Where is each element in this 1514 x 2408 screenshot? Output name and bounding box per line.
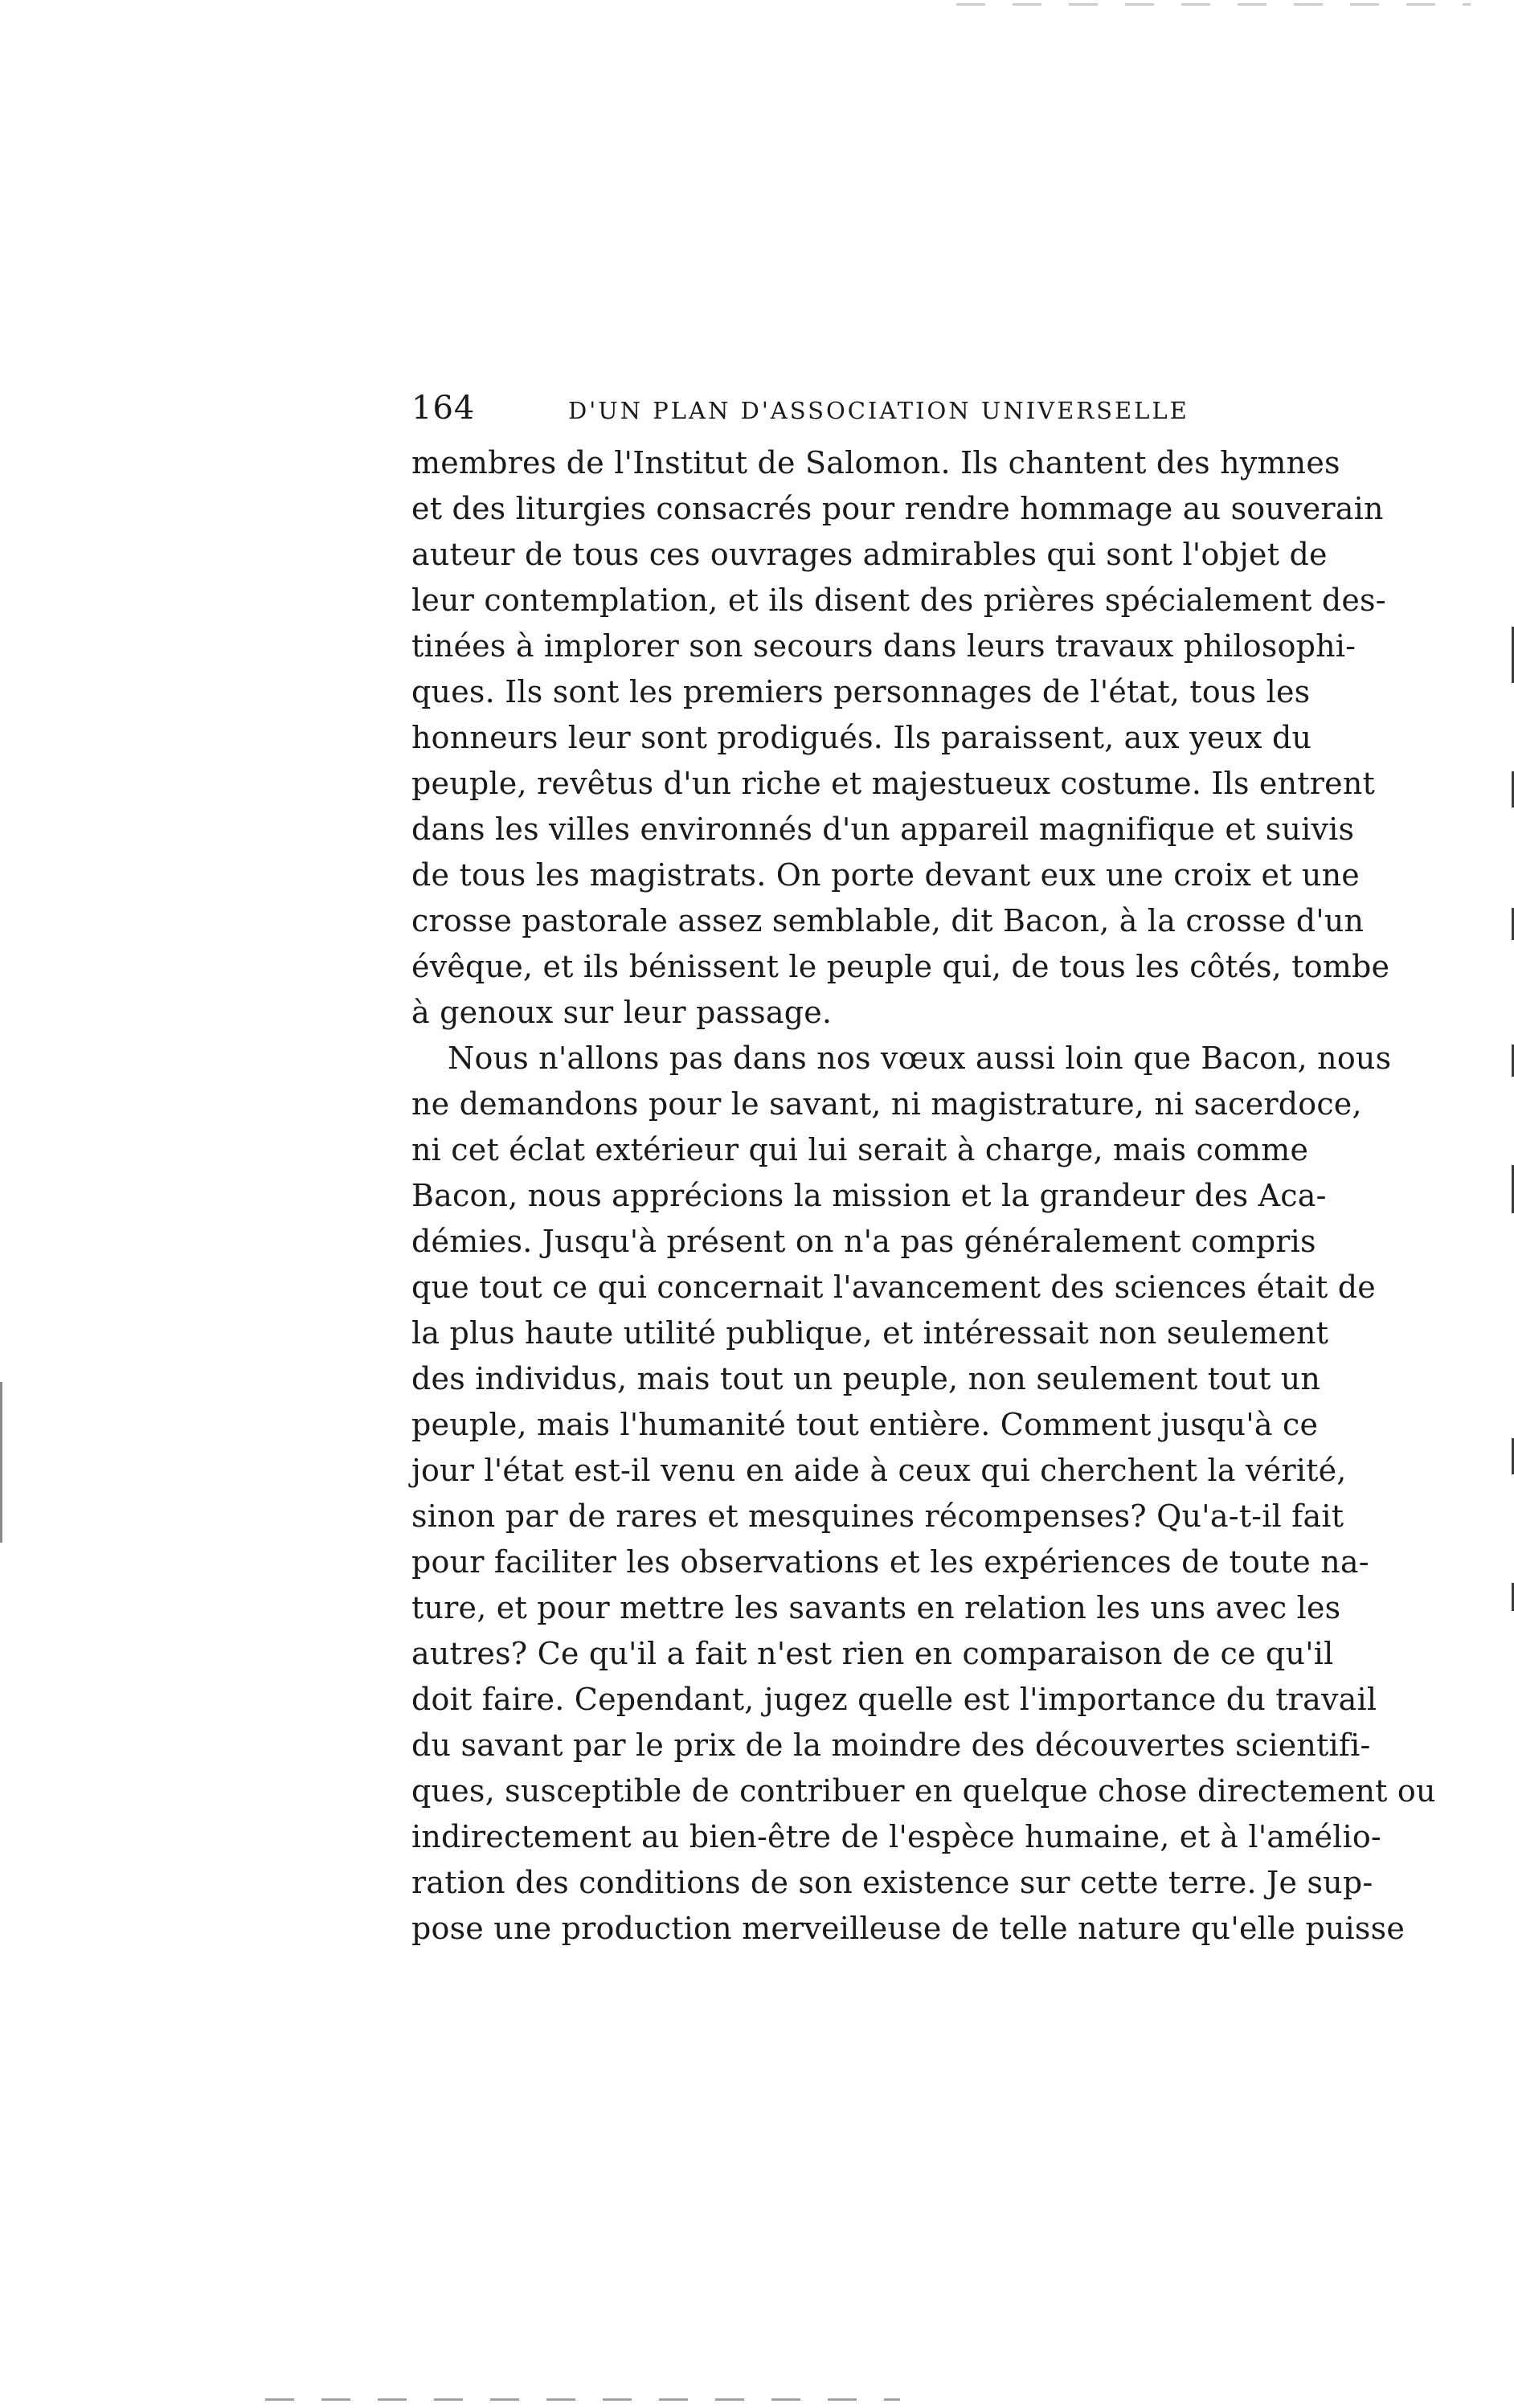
text-line: peuple, revêtus d'un riche et majestueux costume. Ils entrent	[411, 766, 1375, 801]
text-line: indirectement au bien-être de l'espèce humaine, et à l'amélio-	[411, 1819, 1381, 1854]
text-line: à genoux sur leur passage.	[411, 995, 833, 1030]
text-line: honneurs leur sont prodigués. Ils paraissent, aux yeux du	[411, 720, 1312, 755]
text-line: du savant par le prix de la moindre des découvertes scientifi-	[411, 1727, 1371, 1763]
page-header	[411, 384, 1271, 432]
text-line: ture, et pour mettre les savants en relation les uns avec les	[411, 1590, 1341, 1625]
text-line: la plus haute utilité publique, et intéressait non seulement	[411, 1315, 1329, 1351]
scan-margin-mark	[0, 1382, 2, 1543]
text-line: doit faire. Cependant, jugez quelle est l'importance du travail	[411, 1682, 1377, 1717]
text-line: ration des conditions de son existence sur cette terre. Je sup-	[411, 1865, 1373, 1900]
text-line: sinon par de rares et mesquines récompenses? Qu'a-t-il fait	[411, 1498, 1344, 1534]
text-line: que tout ce qui concernait l'avancement des sciences était de	[411, 1269, 1376, 1305]
scan-edge-dashes	[956, 3, 1471, 6]
text-line: Bacon, nous apprécions la mission et la grandeur des Aca-	[411, 1178, 1327, 1213]
text-line: pour faciliter les observations et les expériences de toute na-	[411, 1544, 1369, 1580]
text-line: auteur de tous ces ouvrages admirables qui sont l'objet de	[411, 537, 1328, 572]
scan-edge-dashes	[265, 2398, 900, 2401]
text-line: de tous les magistrats. On porte devant eux une croix et une	[411, 857, 1360, 893]
text-line: peuple, mais l'humanité tout entière. Comment jusqu'à ce	[411, 1407, 1319, 1442]
text-line: dans les villes environnés d'un appareil magnifique et suivis	[411, 812, 1355, 847]
text-line: et des liturgies consacrés pour rendre hommage au souverain	[411, 491, 1384, 526]
text-line: ques, susceptible de contribuer en quelque chose directement ou	[411, 1773, 1436, 1809]
text-line: jour l'état est-il venu en aide à ceux qui cherchent la vérité,	[411, 1453, 1347, 1488]
text-line: crosse pastorale assez semblable, dit Bacon, à la crosse d'un	[411, 903, 1365, 938]
paragraph-2	[411, 1036, 1436, 1952]
text-line: ques. Ils sont les premiers personnages de l'état, tous les	[411, 674, 1311, 709]
page-number: 164	[411, 390, 476, 427]
text-line: pose une production merveilleuse de telle nature qu'elle puisse	[411, 1911, 1406, 1946]
text-line: démies. Jusqu'à présent on n'a pas généralement compris	[411, 1224, 1316, 1259]
text-line: membres de l'Institut de Salomon. Ils chantent des hymnes	[411, 445, 1340, 480]
text-line: Nous n'allons pas dans nos vœux aussi loin que Bacon, nous	[448, 1040, 1392, 1076]
text-line: évêque, et ils bénissent le peuple qui, de tous les côtés, tombe	[411, 949, 1390, 984]
running-title: D'UN PLAN D'ASSOCIATION UNIVERSELLE	[568, 397, 1189, 424]
text-line: ni cet éclat extérieur qui lui serait à charge, mais comme	[411, 1132, 1309, 1167]
text-line: autres? Ce qu'il a fait n'est rien en comparaison de ce qu'il	[411, 1636, 1334, 1671]
text-line: des individus, mais tout un peuple, non seulement tout un	[411, 1361, 1321, 1396]
paragraph-1	[411, 440, 1390, 1036]
text-line: ne demandons pour le savant, ni magistrature, ni sacerdoce,	[411, 1086, 1362, 1122]
text-line: leur contemplation, et ils disent des prières spécialement des-	[411, 583, 1386, 618]
body-text	[411, 440, 1436, 1952]
text-line: tinées à implorer son secours dans leurs travaux philosophi-	[411, 628, 1356, 664]
